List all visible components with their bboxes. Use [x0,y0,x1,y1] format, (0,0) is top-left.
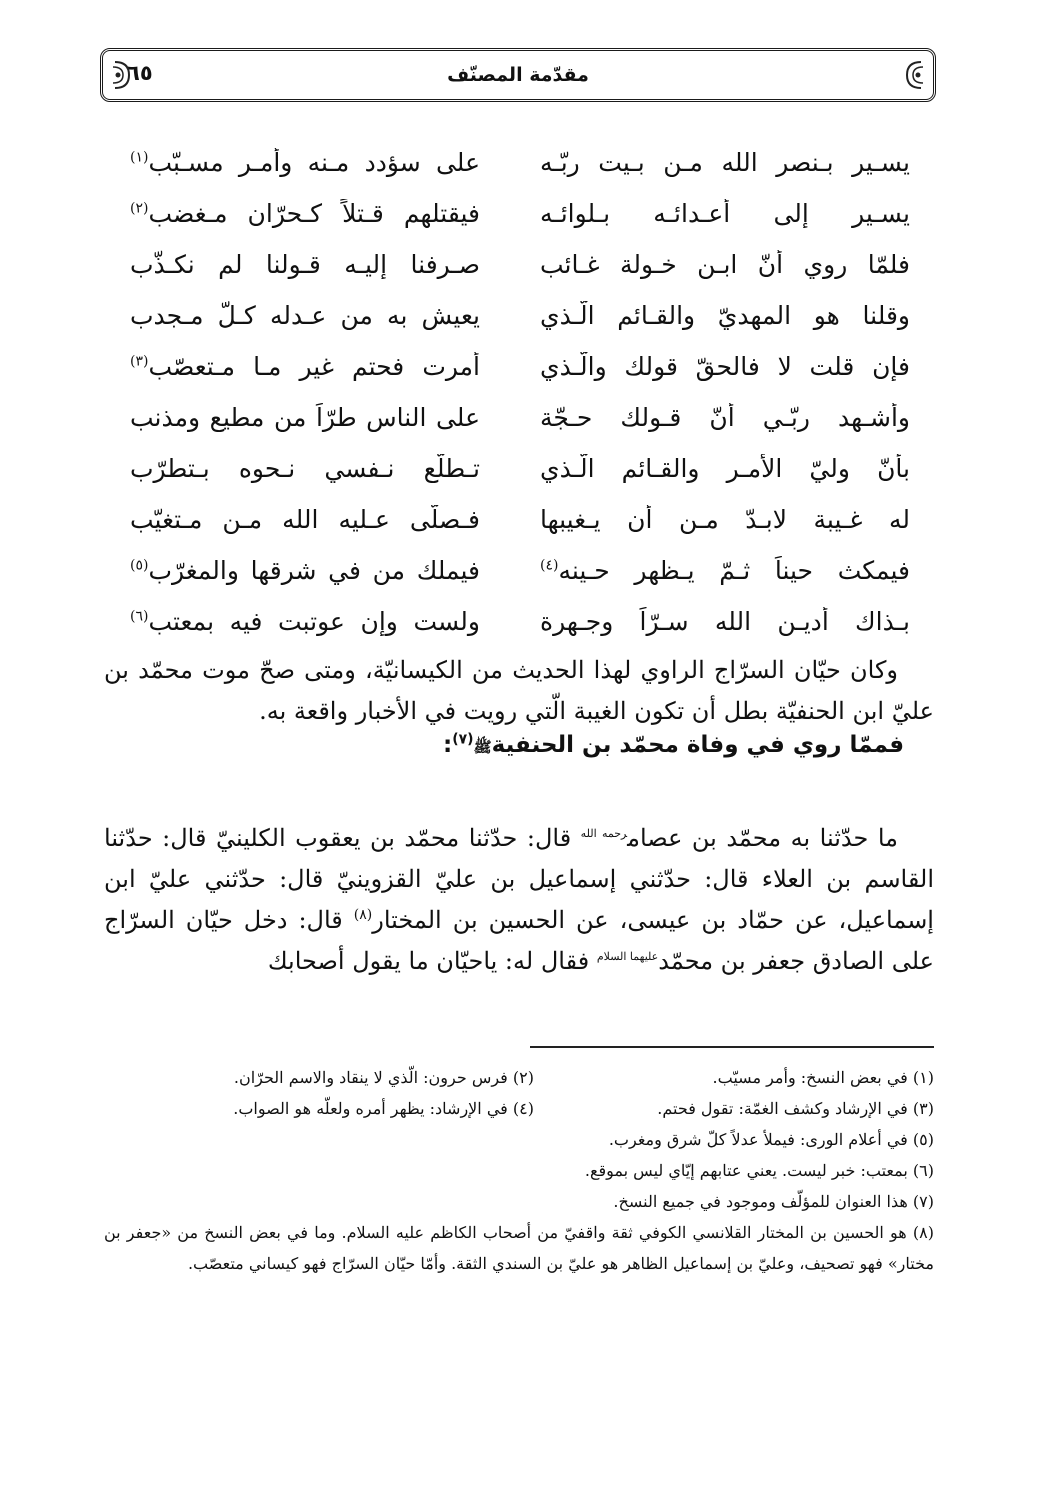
text-run: فقال له: ياحيّان ما يقول أصحابك [267,947,597,975]
honorific-glyph: ﷺ [473,738,492,756]
hemistich-text: ولست وإن عوتبت فيه بمعتب [148,607,480,636]
text-run: قال: دخل حيّان السرّاج على الصادق جعفر بن محمّد [104,906,934,975]
footnote: (٥) في أعلام الورى: فيملأ عدلاً كلّ شرق ومغرب. [608,1130,934,1149]
first-hemistich: فإن قلت لا فالحقّ قولك والّـذي [540,352,910,381]
footnote-row [104,1062,934,1093]
second-hemistich: تـطلّع نـفسي نـحوه بـتطرّب [130,454,480,483]
footnote-row [104,1093,934,1124]
first-hemistich: وأشـهد ربّـي أنّ قـولك حـجّة [540,403,910,432]
second-hemistich: صـرفنا إليـه قـولنا لم نكـذّب [130,250,480,279]
footnote-ref: (٦) [130,608,149,625]
first-hemistich: بـذاك أديـن الله سـرّاً وجـهرة [540,607,910,636]
footnote: (١) في بعض النسخ: وأمر مسيّب. [712,1068,934,1087]
page-number: ٦٥ [127,61,153,85]
verse [130,137,910,188]
paragraph [104,650,934,732]
hemistich-text: فيمكث حيناً ثـمّ يـظهر حـينه [558,556,910,585]
ornament-right-icon [899,57,929,93]
verse [130,545,910,596]
footnote: (٣) في الإرشاد وكشف الغمّة: تقول فحتم. [657,1099,934,1118]
verse [130,290,910,341]
honorific-glyph: عليهما السلام [596,950,659,963]
footnote-separator [530,1046,934,1048]
hemistich-text: فيقتلهم قـتلاً كـحرّان مـغضب [148,199,480,228]
footnote-ref: (٧) [452,731,474,748]
second-hemistich [130,199,480,228]
paragraph [104,818,934,982]
footnote: (٤) في الإرشاد: يظهر أمره ولعلّه هو الصواب. [233,1099,534,1118]
first-hemistich: له غـيبة لابـدّ مـن أن يـغيبها [540,505,910,534]
footnote: (٦) بمعتب: خبر ليست. يعني عتابهم إيّاي ليس بموقع. [584,1161,934,1180]
verse [130,596,910,647]
footnote-ref: (٣) [130,353,149,370]
verse [130,494,910,545]
first-hemistich: وقلنا هو المهديّ والقـائم الّـذي [540,301,910,330]
footnote-ref: (٢) [130,200,149,217]
poem [130,137,910,647]
first-hemistich: يسـير إلى أعـدائـه بـلوائـه [540,199,910,228]
hemistich-text: فيملك من في شرقها والمغرّب [148,556,480,585]
heading-colon: : [442,732,453,758]
second-hemistich: فـصلّى عـليه الله مـن مـتغيّب [130,505,480,534]
paragraph-text: وكان حيّان السرّاج الراوي لهذا الحديث من الكيسانيّة، ومتى صحّ موت محمّد بن عليّ ابن الحنفيّة بطل أن تكون الغيبة الّتي رويت في الأخبار واقعة به. [104,656,934,725]
verse [130,443,910,494]
first-hemistich [540,556,910,585]
chapter-title: مقدّمة المصنّف [447,64,589,86]
second-hemistich: يعيش به من عـدله كـلّ مـجدب [130,301,480,330]
second-hemistich [130,352,480,381]
text-run: قال: حدّثنا محمّد بن يعقوب الكلينيّ قال: حدّثنا القاسم بن العلاء قال: حدّثني إسماعيل بن عليّ القزوينيّ قال: حدّثني عليّ ابن إسماعيل، عن حمّاد بن عيسى، عن الحسين بن المختار [104,824,934,934]
second-hemistich: على الناس طرّاً من مطيع ومذنب [130,403,480,432]
verse [130,239,910,290]
hemistich-text: أمرت فحتم غير مـا مـتعصّب [148,352,480,381]
footnote-ref: (٤) [540,557,559,574]
heading-text: فممّا روي في وفاة محمّد بن الحنفية [491,732,904,758]
running-header [100,48,936,102]
footnote: (٢) فرس حرون: الّذي لا ينقاد والاسم الحرّان. [233,1068,534,1087]
verse [130,341,910,392]
verse [130,392,910,443]
verse [130,188,910,239]
footnote: (٧) هذا العنوان للمؤلّف وموجود في جميع النسخ. [613,1192,934,1211]
footnote-ref: (١) [130,149,149,166]
footnote-ref: (٨) [353,907,373,923]
text-run: ما حدّثنا به محمّد بن عصام [627,824,898,852]
footnote-ref: (٥) [130,557,149,574]
honorific-glyph: رحمه الله [580,827,628,840]
second-hemistich [130,607,480,636]
hemistich-text: على سؤدد مـنه وأمـر مسـبّب [148,148,480,177]
paragraph-text [104,818,934,982]
ornament-left-icon [107,57,137,93]
section-heading [104,732,904,760]
first-hemistich: بأنّ وليّ الأمـر والقـائم الّـذي [540,454,910,483]
second-hemistich [130,148,480,177]
second-hemistich [130,556,480,585]
first-hemistich: يسـير بـنصر الله مـن بـيت ربّـه [540,148,910,177]
footnote: (٨) هو الحسين بن المختار القلانسي الكوفي ثقة واقفيّ من أصحاب الكاظم عليه السلام. وما في بعض النسخ من «جعفر بن مختار» فهو تصحيف، وعليّ بن إسماعيل الظاهر هو عليّ بن السندي الثقة. وأمّا حيّان السرّاج فهو كيساني متعصّب. [104,1223,934,1273]
first-hemistich: فلمّا روي أنّ ابـن خـولة غـائب [540,250,910,279]
footnotes [104,1062,934,1279]
